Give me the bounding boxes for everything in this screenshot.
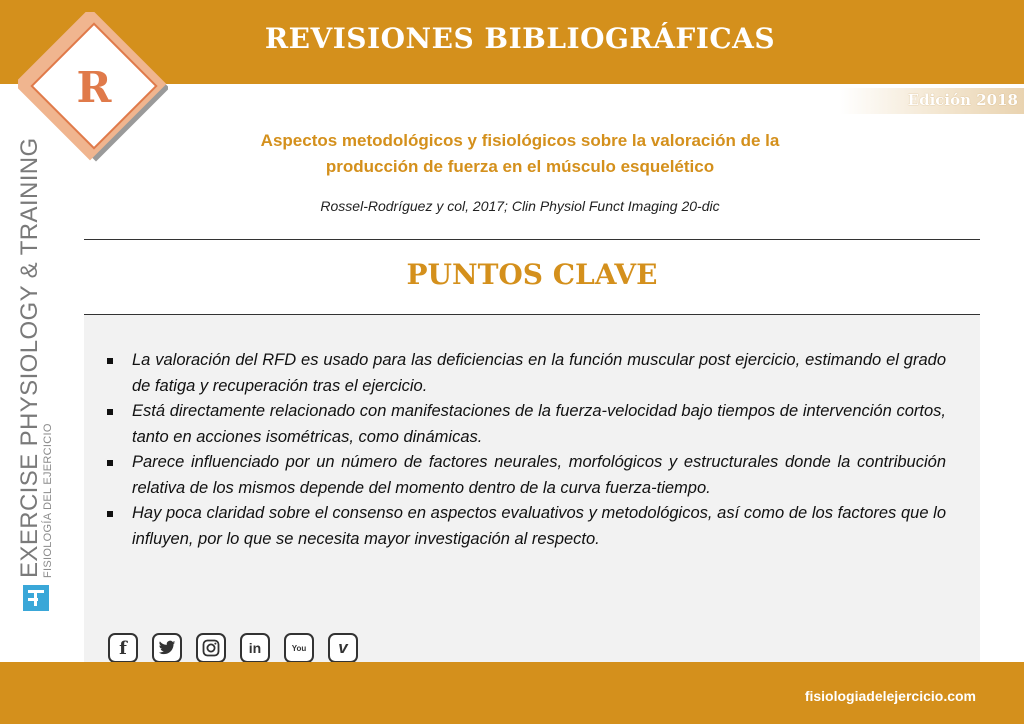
vimeo-glyph: v bbox=[338, 638, 348, 657]
vimeo-icon[interactable] bbox=[328, 633, 358, 663]
list-item bbox=[104, 348, 946, 399]
bullet-icon bbox=[107, 358, 113, 364]
point-text: Está directamente relacionado con manifestaciones de la fuerza-velocidad bajo tiempos de intervención cortos, tanto en acciones isométricas, como dinámicas. bbox=[132, 402, 946, 446]
page-title: REVISIONES BIBLIOGRÁFICAS bbox=[264, 22, 776, 55]
article-title-line-2: producción de fuerza en el músculo esquelético bbox=[325, 157, 715, 176]
article-title bbox=[200, 128, 840, 180]
facebook-icon[interactable] bbox=[108, 633, 138, 663]
point-text: La valoración del RFD es usado para las deficiencias en la función muscular post ejercicio, estimando el grado de fatiga y recuperación tras el ejercicio. bbox=[132, 351, 946, 395]
divider bbox=[84, 239, 980, 240]
bullet-icon bbox=[107, 511, 113, 517]
vertical-brand bbox=[18, 137, 54, 612]
bullet-icon bbox=[107, 409, 113, 415]
list-item bbox=[104, 399, 946, 450]
bullet-icon bbox=[107, 460, 113, 466]
linkedin-glyph: in bbox=[248, 640, 262, 656]
linkedin-icon[interactable] bbox=[240, 633, 270, 663]
youtube-glyph: You bbox=[291, 643, 307, 653]
article-citation: Rossel-Rodríguez y col, 2017; Clin Physiol Funct Imaging 20-dic bbox=[320, 198, 720, 214]
instagram-camera-icon bbox=[202, 639, 220, 657]
social-links bbox=[108, 633, 358, 663]
youtube-icon[interactable] bbox=[284, 633, 314, 663]
footer-bar bbox=[0, 662, 1024, 724]
list-item bbox=[104, 501, 946, 552]
twitter-bird-icon bbox=[158, 640, 176, 656]
point-text: Parece influenciado por un número de factores neurales, morfológicos y estructurales donde la contribución relativa de los mismos depende del momento dentro de la curva fuerza-tiempo. bbox=[132, 453, 946, 497]
point-text: Hay poca claridad sobre el consenso en aspectos evaluativos y metodológicos, así como de los factores que lo influyen, por lo que se necesita mayor investigación al respecto. bbox=[132, 504, 946, 548]
brand-name: EXERCISE PHYSIOLOGY & TRAINING bbox=[16, 137, 43, 578]
article-title-line-1: Aspectos metodológicos y fisiológicos sobre la valoración de la bbox=[260, 131, 780, 150]
brand-subtitle: FISIOLOGÍA DEL EJERCICIO bbox=[42, 423, 54, 578]
edition-banner bbox=[840, 88, 1024, 114]
key-points-list bbox=[104, 348, 946, 552]
twitter-icon[interactable] bbox=[152, 633, 182, 663]
edition-label: Edición 2018 bbox=[907, 91, 1018, 109]
footer-url-link[interactable]: fisiologiadelejercicio.com bbox=[804, 688, 976, 704]
list-item bbox=[104, 450, 946, 501]
instagram-icon[interactable] bbox=[196, 633, 226, 663]
brand-mark-icon bbox=[22, 584, 50, 612]
section-title: PUNTOS CLAVE bbox=[406, 258, 658, 291]
logo-letter: R bbox=[76, 63, 112, 112]
facebook-glyph: f bbox=[119, 637, 127, 659]
